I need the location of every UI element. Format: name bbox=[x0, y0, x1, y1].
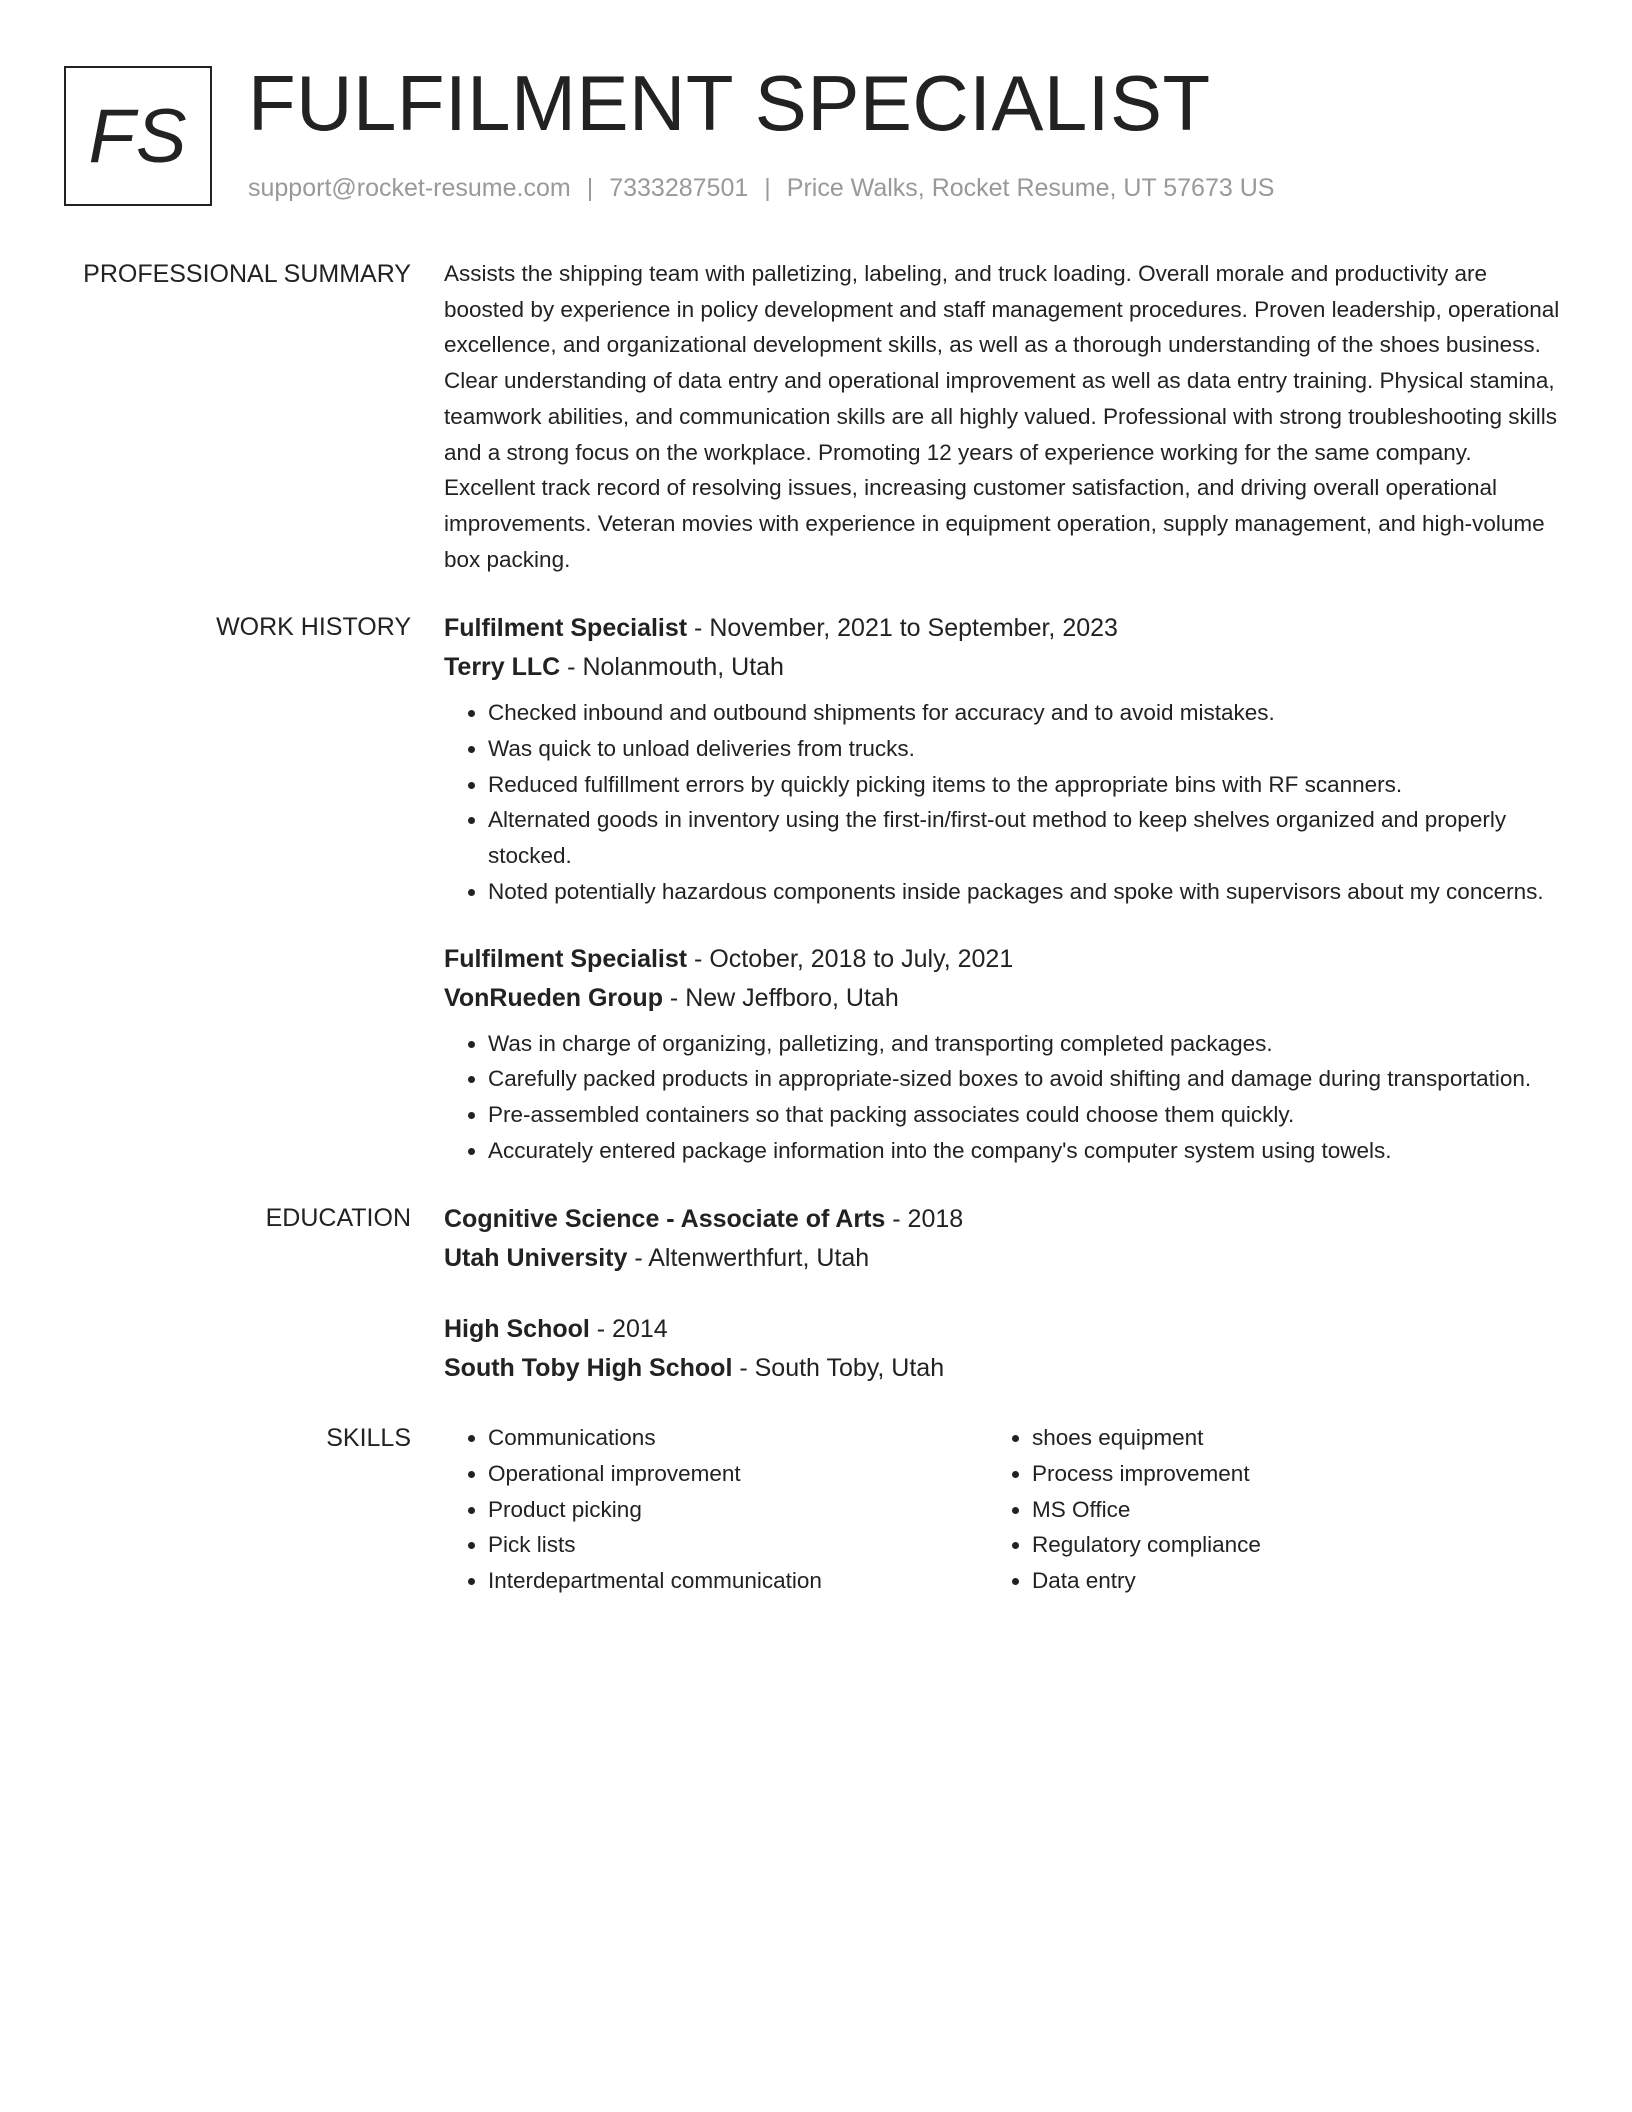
education-section bbox=[0, 1200, 1632, 1388]
education-year: - 2014 bbox=[589, 1315, 668, 1344]
contact-separator: | bbox=[586, 174, 594, 202]
education-entry bbox=[444, 1310, 1564, 1388]
education-school-line bbox=[444, 1239, 1564, 1278]
work-history-body bbox=[444, 609, 1564, 1168]
education-school: South Toby High School bbox=[444, 1354, 733, 1383]
job-company: Terry LLC bbox=[444, 653, 561, 682]
monogram-badge bbox=[64, 66, 212, 206]
job-location: - Nolanmouth, Utah bbox=[560, 653, 784, 682]
summary-body bbox=[444, 256, 1564, 577]
education-degree-line bbox=[444, 1310, 1564, 1349]
education-location: - Altenwerthfurt, Utah bbox=[627, 1244, 870, 1273]
job-bullet: • Accurately entered package information into the company's computer system using towels. bbox=[488, 1133, 1564, 1169]
education-location: - South Toby, Utah bbox=[732, 1354, 945, 1383]
education-degree-line bbox=[444, 1200, 1564, 1239]
skill-item: • Interdepartmental communication bbox=[488, 1563, 988, 1599]
job-dates: - November, 2021 to September, 2023 bbox=[687, 614, 1118, 643]
job-bullet: • Noted potentially hazardous components inside packages and spoke with supervisors about my concerns. bbox=[488, 874, 1564, 910]
section-label-summary: PROFESSIONAL SUMMARY bbox=[83, 260, 411, 288]
education-degree: Cognitive Science - Associate of Arts bbox=[444, 1205, 886, 1234]
job-bullet: • Was in charge of organizing, palletizing, and transporting completed packages. bbox=[488, 1026, 1564, 1062]
job-bullets bbox=[444, 695, 1564, 909]
job-company-line bbox=[444, 979, 1564, 1018]
section-label-work-history: WORK HISTORY bbox=[216, 613, 411, 642]
skills-section bbox=[0, 1420, 1632, 1599]
job-title-line bbox=[444, 940, 1564, 979]
contact-separator: | bbox=[764, 174, 771, 202]
skill-item: • Process improvement bbox=[1032, 1456, 1532, 1492]
skill-item: • Data entry bbox=[1032, 1563, 1532, 1599]
skill-item: • Product picking bbox=[488, 1492, 988, 1528]
summary-section bbox=[0, 256, 1632, 577]
skill-item: • Pick lists bbox=[488, 1527, 988, 1563]
job-bullets bbox=[444, 1026, 1564, 1169]
job-title: Fulfilment Specialist bbox=[444, 614, 688, 643]
job-dates: - October, 2018 to July, 2021 bbox=[687, 944, 1014, 973]
contact-email: support@rocket-resume.com bbox=[248, 174, 571, 202]
contact-line bbox=[248, 172, 1274, 204]
skill-item: • Operational improvement bbox=[488, 1456, 988, 1492]
skills-body bbox=[444, 1420, 1564, 1599]
job-bullet: • Carefully packed products in appropriate-sized boxes to avoid shifting and damage during transportation. bbox=[488, 1061, 1564, 1097]
skill-item: • shoes equipment bbox=[1032, 1420, 1532, 1456]
skill-item: • Regulatory compliance bbox=[1032, 1527, 1532, 1563]
education-school-line bbox=[444, 1349, 1564, 1388]
job-title: Fulfilment Specialist bbox=[444, 944, 688, 973]
contact-phone: 7333287501 bbox=[609, 174, 749, 202]
education-year: - 2018 bbox=[885, 1205, 964, 1234]
job-bullet: • Was quick to unload deliveries from trucks. bbox=[488, 731, 1564, 767]
job-company-line bbox=[444, 648, 1564, 687]
contact-address: Price Walks, Rocket Resume, UT 57673 US bbox=[786, 174, 1275, 202]
skills-column-left bbox=[444, 1420, 988, 1599]
work-history-section bbox=[0, 609, 1632, 1168]
education-degree: High School bbox=[444, 1315, 590, 1344]
job-company: VonRueden Group bbox=[444, 983, 663, 1012]
job-title-line bbox=[444, 609, 1564, 648]
job-bullet: • Pre-assembled containers so that packing associates could choose them quickly. bbox=[488, 1097, 1564, 1133]
job-entry bbox=[444, 940, 1564, 1169]
skill-item: • MS Office bbox=[1032, 1492, 1532, 1528]
education-entry bbox=[444, 1200, 1564, 1278]
section-label-education: EDUCATION bbox=[265, 1204, 411, 1233]
resume-body bbox=[0, 256, 1632, 1631]
skills-grid bbox=[444, 1420, 1564, 1599]
job-bullet: • Checked inbound and outbound shipments for accuracy and to avoid mistakes. bbox=[488, 695, 1564, 731]
skill-item: • Communications bbox=[488, 1420, 988, 1456]
skills-column-right bbox=[988, 1420, 1532, 1599]
resume-title: FULFILMENT SPECIALIST bbox=[248, 59, 1211, 147]
education-body bbox=[444, 1200, 1564, 1388]
job-entry bbox=[444, 609, 1564, 909]
education-school: Utah University bbox=[444, 1244, 628, 1273]
section-label-skills: SKILLS bbox=[326, 1424, 411, 1453]
job-bullet: • Alternated goods in inventory using the first-in/first-out method to keep shelves organized and properly stocked. bbox=[488, 802, 1564, 873]
monogram-initials: FS bbox=[88, 93, 188, 179]
job-location: - New Jeffboro, Utah bbox=[662, 983, 899, 1012]
job-bullet: • Reduced fulfillment errors by quickly picking items to the appropriate bins with RF scanners. bbox=[488, 767, 1564, 803]
summary-text: Assists the shipping team with palletizing, labeling, and truck loading. Overall morale and productivity are boosted by experience in policy development and staff management procedures. Proven leadership, operational excellence, and organizational development skills, as well as a thorough understanding of the shoes business. Clear understanding of data entry and operational improvement as well as data entry training. Physical stamina, teamwork abilities, and communication skills are all highly valued. Professional with strong troubleshooting skills and a strong focus on the workplace. Promoting 12 years of experience working for the same company. Excellent track record of resolving issues, increasing customer satisfaction, and driving overall operational improvements. Veteran movies with experience in equipment operation, supply management, and high-volume box packing. bbox=[444, 261, 1560, 572]
